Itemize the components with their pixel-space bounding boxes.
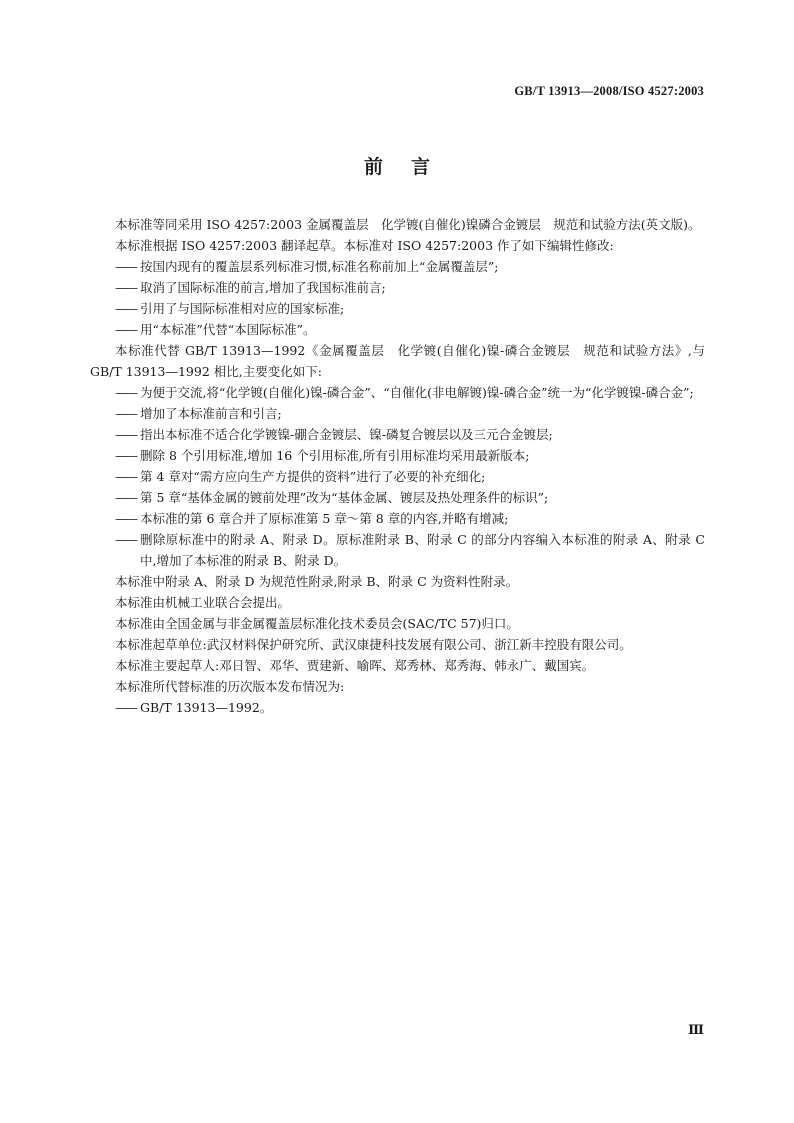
standard-code: GB/T 13913—2008/ISO 4527:2003 (514, 84, 704, 98)
dash-mark: —— (115, 427, 136, 442)
paragraph-adoption: 本标准等同采用 ISO 4257:2003 金属覆盖层 化学镀(自催化)镍磷合金镀层 规范和试验方法(英文版)。 (115, 217, 701, 232)
list-item (90, 319, 705, 340)
dash-mark: —— (115, 448, 136, 463)
dash-mark: —— (115, 490, 136, 505)
paragraph-drafters: 本标准主要起草人:邓日智、邓华、贾建新、喻晖、郑秀林、郑秀海、韩永广、戴国宾。 (115, 658, 595, 673)
page-title: 前言 (363, 156, 458, 178)
list-item (90, 382, 705, 403)
list-item (90, 529, 705, 571)
dash-mark: —— (115, 301, 136, 316)
list-item-text: 第 5 章“基体金属的镀前处理”改为“基体金属、镀层及热处理条件的标识”; (140, 490, 549, 505)
list-item (90, 445, 705, 466)
list-item-text: 取消了国际标准的前言,增加了我国标准前言; (140, 280, 386, 295)
list-item (90, 466, 705, 487)
document-body (90, 214, 705, 718)
list-item-text: 按国内现有的覆盖层系列标准习惯,标准名称前加上“金属覆盖层”; (140, 259, 499, 274)
paragraph-annex-status: 本标准中附录 A、附录 D 为规范性附录,附录 B、附录 C 为资料性附录。 (115, 574, 519, 589)
dash-mark: —— (115, 532, 136, 547)
list-item-text: 删除 8 个引用标准,增加 16 个引用标准,所有引用标准均采用最新版本; (140, 448, 530, 463)
list-item-text: 本标准的第 6 章合并了原标准第 5 章～第 8 章的内容,并略有增减; (140, 511, 509, 526)
list-item-text: 为便于交流,将“化学镀(自催化)镍-磷合金”、“自催化(非电解镀)镍-磷合金”统一为“化学镀镍-磷合金”; (140, 385, 694, 400)
list-item (90, 424, 705, 445)
paragraph-drafting-units: 本标准起草单位:武汉材料保护研究所、武汉康捷科技发展有限公司、浙江新丰控股有限公司。 (115, 637, 632, 652)
list-item (90, 697, 705, 718)
list-item (90, 298, 705, 319)
dash-mark: —— (115, 259, 136, 274)
list-item-text: 指出本标准不适合化学镀镍-硼合金镀层、镍-磷复合镀层以及三元合金镀层; (140, 427, 553, 442)
list-item-text: 用“本标准”代替“本国际标准”。 (140, 322, 316, 337)
paragraph-replacement: 本标准代替 GB/T 13913—1992《金属覆盖层 化学镀(自催化)镍-磷合金镀层 规范和试验方法》,与 GB/T 13913—1992 相比,主要变化如下: (90, 343, 705, 379)
list-item (90, 256, 705, 277)
list-item (90, 403, 705, 424)
dash-mark: —— (115, 280, 136, 295)
list-item-text: 增加了本标准前言和引言; (140, 406, 282, 421)
list-item-text: 引用了与国际标准相对应的国家标准; (140, 301, 345, 316)
paragraph-translation: 本标准根据 ISO 4257:2003 翻译起草。本标准对 ISO 4257:2003 作了如下编辑性修改: (115, 238, 614, 253)
dash-mark: —— (115, 469, 136, 484)
list-item-text: GB/T 13913—1992。 (140, 700, 273, 715)
page-number: Ⅲ (688, 1022, 704, 1037)
paragraph-history: 本标准所代替标准的历次版本发布情况为: (115, 679, 345, 694)
dash-mark: —— (115, 322, 136, 337)
list-item (90, 277, 705, 298)
dash-mark: —— (115, 406, 136, 421)
paragraph-committee: 本标准由全国金属与非金属覆盖层标准化技术委员会(SAC/TC 57)归口。 (115, 616, 519, 631)
list-item-text: 删除原标准中的附录 A、附录 D。原标准附录 B、附录 C 的部分内容编入本标准的附录 A、附录 C 中,增加了本标准的附录 B、附录 D。 (140, 532, 705, 568)
list-item (90, 487, 705, 508)
list-item-text: 第 4 章对“需方应向生产方提供的资料”进行了必要的补充细化; (140, 469, 486, 484)
dash-mark: —— (115, 511, 136, 526)
list-item (90, 508, 705, 529)
dash-mark: —— (115, 385, 136, 400)
dash-mark: —— (115, 700, 136, 715)
paragraph-proposer: 本标准由机械工业联合会提出。 (115, 595, 291, 610)
